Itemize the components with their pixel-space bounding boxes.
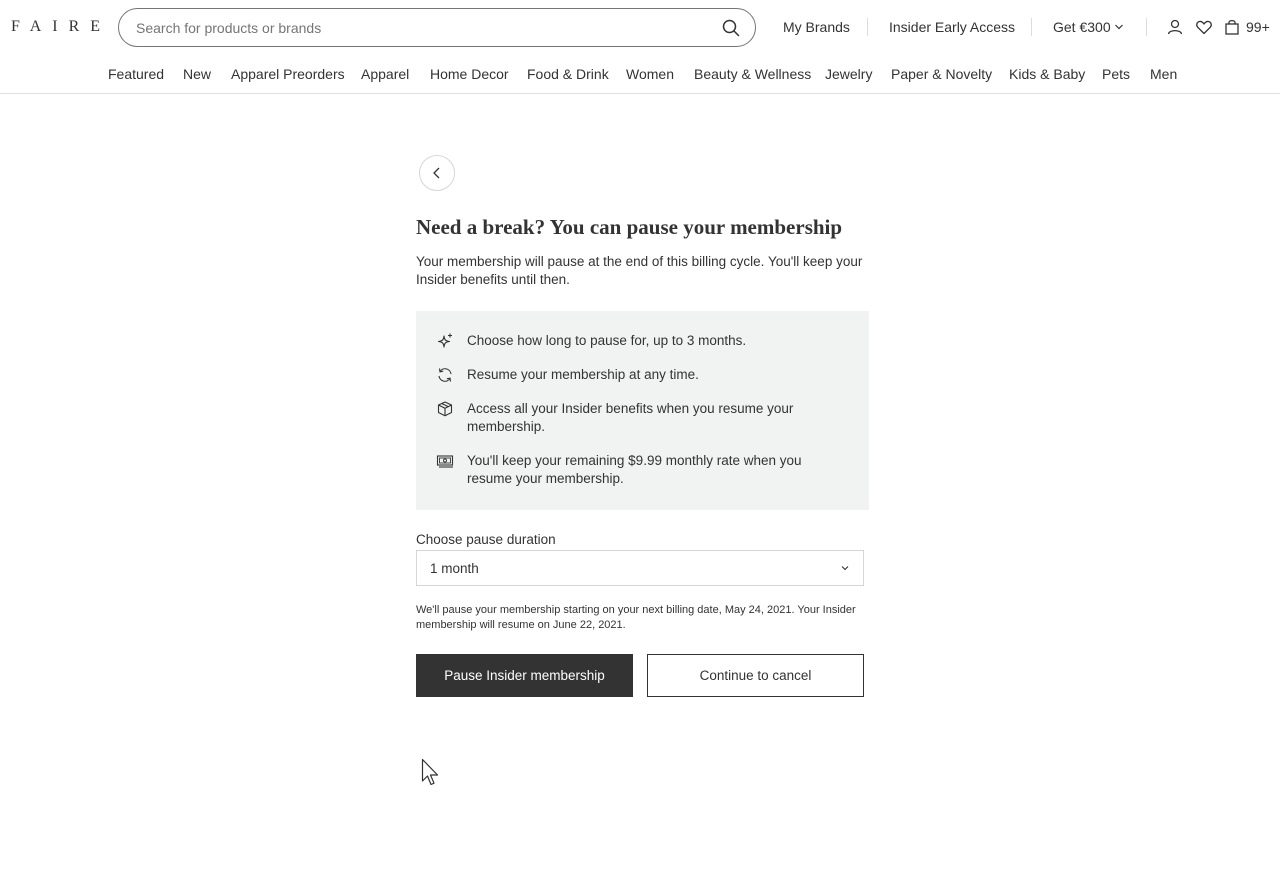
cart-count[interactable]: 99+ bbox=[1246, 19, 1270, 35]
category-apparel[interactable]: Apparel bbox=[361, 66, 410, 82]
benefits-panel bbox=[416, 311, 869, 510]
my-brands-link[interactable]: My Brands bbox=[783, 19, 850, 35]
cash-icon bbox=[436, 452, 454, 470]
search-bar[interactable] bbox=[118, 8, 756, 47]
category-food-drink[interactable]: Food & Drink bbox=[527, 66, 609, 82]
sparkle-icon bbox=[436, 332, 454, 350]
top-bar bbox=[0, 0, 1280, 54]
category-beauty-wellness[interactable]: Beauty & Wellness bbox=[694, 66, 812, 82]
benefit-item bbox=[436, 400, 846, 436]
category-women[interactable]: Women bbox=[626, 66, 674, 82]
pause-duration-value: 1 month bbox=[430, 560, 479, 576]
pause-dates-note: We'll pause your membership starting on your next billing date, May 24, 2021. Your Insider membership will resume on June 22, 2021. bbox=[416, 604, 856, 631]
get-offer-link[interactable]: Get €300 bbox=[1053, 19, 1111, 35]
benefit-item bbox=[436, 452, 846, 488]
pause-duration-select[interactable] bbox=[416, 550, 864, 586]
continue-to-cancel-button[interactable]: Continue to cancel bbox=[647, 654, 864, 697]
category-jewelry[interactable]: Jewelry bbox=[825, 66, 873, 82]
category-nav bbox=[0, 54, 1280, 94]
chevron-down-icon bbox=[840, 563, 850, 573]
divider bbox=[1031, 18, 1032, 36]
benefit-text: Resume your membership at any time. bbox=[467, 367, 699, 382]
category-paper-novelty[interactable]: Paper & Novelty bbox=[891, 66, 993, 82]
divider bbox=[867, 18, 868, 36]
search-input[interactable] bbox=[136, 20, 696, 36]
search-icon[interactable] bbox=[722, 19, 740, 37]
benefit-text: Access all your Insider benefits when you resume your membership. bbox=[467, 401, 794, 434]
mouse-cursor-icon bbox=[421, 758, 441, 788]
category-men[interactable]: Men bbox=[1150, 66, 1178, 82]
benefit-item bbox=[436, 332, 846, 350]
category-kids-baby[interactable]: Kids & Baby bbox=[1009, 66, 1086, 82]
shopping-bag-icon[interactable] bbox=[1223, 18, 1241, 36]
pause-membership-button[interactable]: Pause Insider membership bbox=[416, 654, 633, 697]
box-icon bbox=[436, 400, 454, 418]
pause-intro-text: Your membership will pause at the end of this billing cycle. You'll keep your Insider benefits until then. bbox=[416, 254, 863, 287]
back-button[interactable] bbox=[419, 155, 455, 191]
benefit-text: You'll keep your remaining $9.99 monthly rate when you resume your membership. bbox=[467, 453, 802, 486]
chevron-left-icon bbox=[430, 166, 444, 180]
insider-early-access-link[interactable]: Insider Early Access bbox=[889, 19, 1016, 35]
category-new[interactable]: New bbox=[183, 66, 212, 82]
account-icon[interactable] bbox=[1166, 18, 1184, 36]
benefit-text: Choose how long to pause for, up to 3 months. bbox=[467, 333, 747, 348]
category-home-decor[interactable]: Home Decor bbox=[430, 66, 509, 82]
divider bbox=[1146, 18, 1147, 36]
page-title: Need a break? You can pause your membership bbox=[416, 215, 843, 239]
heart-icon[interactable] bbox=[1195, 18, 1213, 36]
chevron-down-icon bbox=[1114, 22, 1124, 32]
benefit-item bbox=[436, 366, 846, 384]
refresh-icon bbox=[436, 366, 454, 384]
category-featured[interactable]: Featured bbox=[108, 66, 165, 82]
pause-duration-label: Choose pause duration bbox=[416, 532, 556, 547]
faire-logo[interactable]: FAIRE bbox=[11, 18, 112, 35]
category-pets[interactable]: Pets bbox=[1102, 66, 1131, 82]
category-apparel-preorders[interactable]: Apparel Preorders bbox=[231, 66, 345, 82]
